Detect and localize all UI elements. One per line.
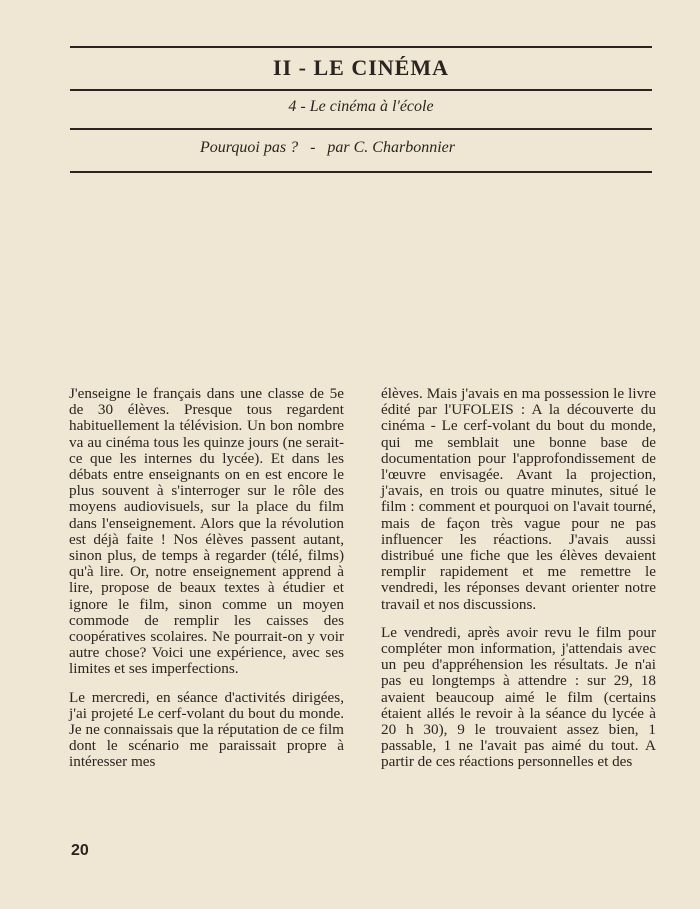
- byline-title: Pourquoi pas ?: [200, 139, 299, 156]
- article-subtitle: 4 - Le cinéma à l'école: [288, 98, 434, 115]
- section-title: II - LE CINÉMA: [273, 55, 449, 80]
- page-number: 20: [71, 842, 89, 859]
- paragraph: Le mercredi, en séance d'activités dirigées, j'ai projeté Le cerf-volant du bout du monde. Je ne connaissais que la réputation de ce film dont le scénario me paraissait propre à intéresser mes: [69, 688, 344, 771]
- top-rule: [70, 46, 652, 48]
- paragraph: élèves. Mais j'avais en ma possession le livre édité par l'UFOLEIS : A la découverte du cinéma - Le cerf-volant du bout du monde, qui me semblait une bonne base de documentation pour l'approfondissement de l'œuvre envisagée. Avant la projection, j'avais, en trois ou quatre minutes, situé le film : comment et pourquoi on l'avait tourné, mais de façon très vague pour ne pas influencer les réactions. J'avais aussi distribué une fiche que les élèves devaient remplir rapidement et me remettre le vendredi, les réponses devant orienter notre travail et nos discussions.: [381, 385, 656, 613]
- byline-separator: -: [310, 139, 316, 156]
- right-column: [381, 386, 656, 783]
- byline-rule: [70, 171, 652, 173]
- left-column: [69, 386, 344, 783]
- paragraph: J'enseigne le français dans une classe de 5e de 30 élèves. Presque tous regardent habituellement la télévision. Un bon nombre va au cinéma tous les quinze jours (ne serait-ce que les internes du lycée). Et dans les débats entre enseignants on en est encore le plus souvent à s'interroger sur le rôle des moyens audiovisuels, sur la place du film dans l'enseignement. Alors que la révolution est déjà faite ! Nos élèves passent autant, sinon plus, de temps à regarder (télé, films) qu'à lire. Or, notre enseignement apprend à lire, propose de beaux textes à étudier et ignore le film, sinon comme un moyen commode de remplir les caisses des coopératives scolaires. Ne pourrait-on y voir autre chose? Voici une expérience, avec ses limites et ses imperfections.: [69, 385, 344, 678]
- title-rule: [70, 89, 652, 91]
- paragraph: Le vendredi, après avoir revu le film pour compléter mon information, j'attendais avec un peu d'appréhension les résultats. Je n'ai pas eu longtemps à attendre : sur 29, 18 avaient beaucoup aimé le film (certains étaient allés le revoir à la séance du lycée à 20 h 30), 9 le trouvaient assez bien, 1 passable, 1 ne l'avait pas aimé du tout. A partir de ces réactions personnelles et des: [381, 623, 656, 771]
- byline: [200, 139, 455, 157]
- byline-author: par C. Charbonnier: [327, 139, 455, 156]
- subtitle-rule: [70, 128, 652, 130]
